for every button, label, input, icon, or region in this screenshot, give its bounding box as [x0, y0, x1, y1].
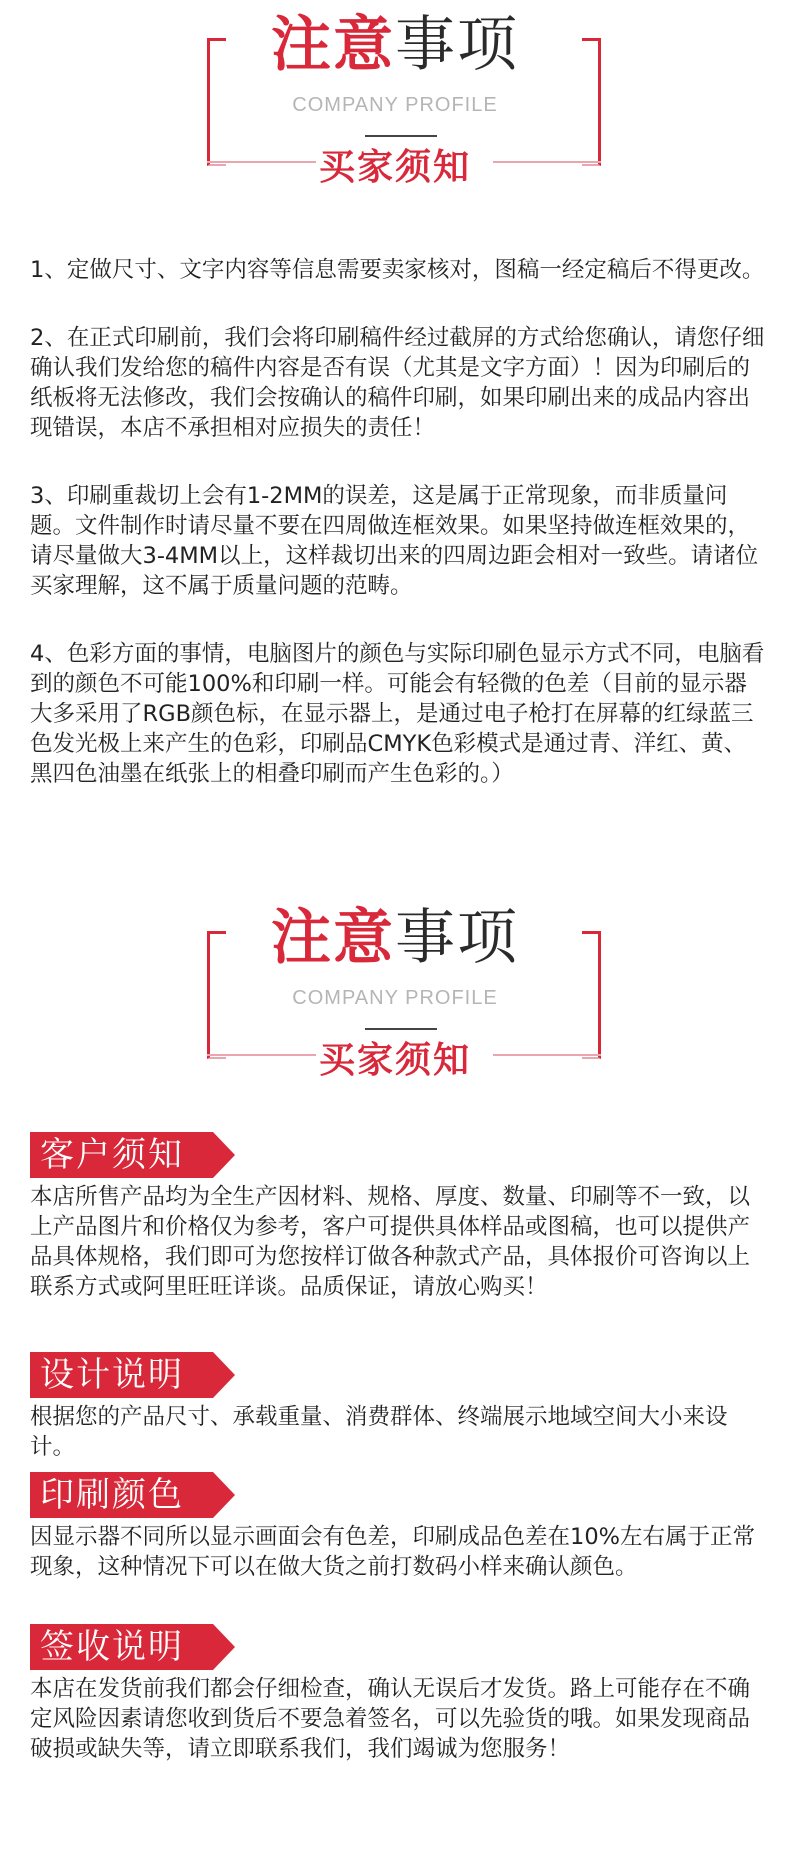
heading-title-dark: 事项 — [395, 903, 519, 973]
section-label — [30, 1352, 240, 1398]
heading-subtitle: COMPANY PROFILE — [292, 987, 498, 1009]
section-body: 因显示器不同所以显示画面会有色差，印刷成品色差在10%左右属于正常现象，这种情况下可以在做大货之前打数码小样来确认颜色。 — [30, 1524, 756, 1580]
section-label — [30, 1132, 240, 1178]
heading-divider — [365, 135, 437, 137]
notice-item: 2、在正式印刷前，我们会将印刷稿件经过截屏的方式给您确认，请您仔细确认我们发给您的稿件内容是否有误（尤其是文字方面）！因为印刷后的纸板将无法修改，我们会按确认的稿件印刷，如果印刷出来的成品内容出现错误，本店不承担相对应损失的责任！ — [30, 325, 765, 441]
label-text: 印刷颜色 — [40, 1475, 184, 1515]
label-tag-arrow — [213, 1352, 235, 1398]
section-label — [30, 1624, 240, 1670]
heading-subtitle: COMPANY PROFILE — [292, 94, 498, 116]
section-body: 根据您的产品尺寸、承载重量、消费群体、终端展示地域空间大小来设计。 — [30, 1404, 728, 1460]
notice-list — [30, 255, 765, 827]
section-body: 本店在发货前我们都会仔细检查，确认无误后才发货。路上可能存在不确定风险因素请您收到货后不要急着签名，可以先验货的哦。如果发现商品破损或缺失等，请立即联系我们，我们竭诚为您服务！ — [30, 1676, 751, 1762]
section-label — [30, 1472, 240, 1518]
heading-title-red: 注意 — [271, 10, 395, 80]
section-customer-notice — [30, 1132, 765, 1302]
notice-item: 3、印刷重裁切上会有1-2MM的误差，这是属于正常现象，而非质量问题。文件制作时请尽量不要在四周做连框效果。如果坚持做连框效果的，请尽量做大3-4MM以上，这样裁切出来的四周边距会相对一致些。请诸位买家理解，这不属于质量问题的范畴。 — [30, 483, 759, 599]
heading-title — [0, 903, 790, 973]
section-body: 本店所售产品均为全生产因材料、规格、厚度、数量、印刷等不一致，以上产品图片和价格仅为参考，客户可提供具体样品或图稿，也可以提供产品具体规格，我们即可为您按样订做各种款式产品，具体报价可咨询以上联系方式或阿里旺旺详谈。品质保证，请放心购买！ — [30, 1184, 751, 1300]
label-text: 设计说明 — [40, 1355, 184, 1395]
heading-buyer-notice: 买家须知 — [318, 147, 471, 188]
label-text: 签收说明 — [40, 1627, 184, 1667]
heading-divider — [365, 1028, 437, 1030]
heading-title — [0, 10, 790, 80]
heading-title-red: 注意 — [271, 903, 395, 973]
section-print-color — [30, 1472, 765, 1582]
label-tag-arrow — [213, 1132, 235, 1178]
section-design-notes — [30, 1352, 765, 1462]
label-tag-arrow — [213, 1624, 235, 1670]
heading-title-dark: 事项 — [395, 10, 519, 80]
notice-heading-top — [0, 0, 790, 200]
notice-item: 1、定做尺寸、文字内容等信息需要卖家核对，图稿一经定稿后不得更改。 — [30, 257, 765, 283]
label-tag-arrow — [213, 1472, 235, 1518]
notice-heading-bottom — [0, 893, 790, 1093]
section-receipt-notes — [30, 1624, 765, 1764]
notice-item: 4、色彩方面的事情，电脑图片的颜色与实际印刷色显示方式不同，电脑看到的颜色不可能100%和印刷一样。可能会有轻微的色差（目前的显示器大多采用了RGB颜色标，在显示器上，是通过电子枪打在屏幕的红绿蓝三色发光极上来产生的色彩，印刷品CMYK色彩模式是通过青、洋红、黄、黑四色油墨在纸张上的相叠印刷而产生色彩的。） — [30, 641, 765, 787]
label-text: 客户须知 — [40, 1135, 184, 1175]
heading-buyer-notice: 买家须知 — [318, 1040, 471, 1081]
